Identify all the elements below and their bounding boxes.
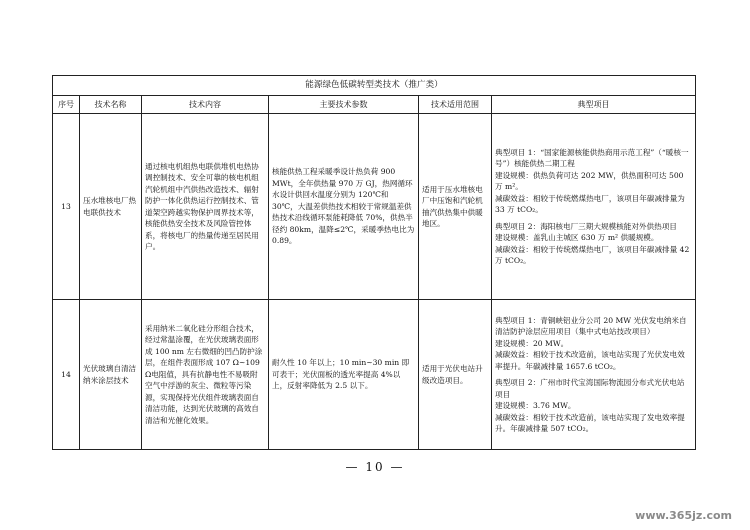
- technology-scope: 适用于光伏电站升级改造项目。: [419, 300, 492, 450]
- project-scale: 建设规模：20 MW。: [495, 338, 569, 348]
- technology-name: 压水堆核电厂热电联供技术: [80, 114, 142, 300]
- project-benefit: 减碳效益：相较于技术改造前，该电站实现了发电效率提升。年碳减排量 507 tCO₂。: [495, 412, 685, 433]
- table-header-row: [53, 96, 696, 114]
- project-title: 典型项目 1：“国家能源核能供热商用示范工程”（“暖核一号”）核能供热二期工程: [495, 147, 689, 168]
- site-watermark: www.365jz.com: [635, 509, 732, 522]
- table-title-row: [53, 76, 696, 96]
- typical-projects: [492, 114, 696, 300]
- project-group: [495, 315, 692, 373]
- table-row: [53, 114, 696, 300]
- project-group: [495, 221, 692, 267]
- header-content: 技术内容: [142, 96, 269, 114]
- technology-content: 采用纳米二氧化硅分形组合技术，经过常温涂覆，在光伏玻璃表面形成 100 nm 左右微细的凹凸防护涂层，在组件表面形成 107 Ω~109 Ω电阻值，具有抗静电性不易吸附空气中浮游的灰尘、微粒等污染源，实现保持光伏组件玻璃表面自清洁功能，达到光伏玻璃的高效自清洁和光催化效果。: [142, 300, 269, 450]
- technology-params: 核能供热工程采暖季设计热负荷 900 MWt，全年供热量 970 万 GJ，热网循环水设计供回水温度分别为 120℃和 30℃，大温差供热技术相较于常规温差供热技术沿线循环泵能耗降低 70%，供热半径约 80km，温降≤2℃，采暖季热电比为 0.89。: [269, 114, 419, 300]
- project-group: [495, 147, 692, 216]
- header-params: 主要技术参数: [269, 96, 419, 114]
- project-scale: 建设规模：盖乳山主城区 630 万 m² 供暖规模。: [495, 233, 659, 242]
- technology-params: 耐久性 10 年以上；10 min~30 min 即可表干；光伏面板的透光率提高 4%以上，反射率降低为 2.5 以下。: [269, 300, 419, 450]
- project-scale: 建设规模：供热负荷可达 202 MW，供热面积可达 500 万 m²。: [495, 170, 684, 191]
- row-number: 14: [53, 300, 80, 450]
- page-number: — 10 —: [345, 460, 405, 474]
- project-benefit: 减碳效益：相较于传统燃煤热电厂，该项目年碳减排量为 33 万 tCO₂。: [495, 193, 685, 214]
- project-benefit: 减碳效益：相较于技术改造前，该电站实现了光伏发电效率提升。年碳减排量 1657.6 tCO₂。: [495, 350, 685, 371]
- header-name: 技术名称: [80, 96, 142, 114]
- header-no: 序号: [53, 96, 80, 114]
- project-title: 典型项目 2：海阳核电厂三期大规模核能对外供热项目: [495, 221, 677, 231]
- technology-table: [52, 75, 696, 450]
- row-number: 13: [53, 114, 80, 300]
- header-scope: 技术适用范围: [419, 96, 492, 114]
- project-group: [495, 377, 692, 435]
- project-benefit: 减碳效益：相较于传统燃煤热电厂，该项目年碳减排量 42 万 tCO₂。: [495, 244, 690, 265]
- project-scale: 建设规模：3.76 MW。: [495, 401, 576, 410]
- technology-content: 通过核电机组热电联供堆机电热协调控制技术、安全可靠的核电机组汽轮机组中汽供热改造技术、辐射防护一体化供热运行控制技术、管道架空跨越实物保护周界技术等，核能供热安全技术及风险管控体系，将核电厂的热量传递至居民用户。: [142, 114, 269, 300]
- table-title: 能源绿色低碳转型类技术（推广类）: [53, 76, 696, 96]
- project-title: 典型项目 2：广州市时代宝湾国际物流园分布式光伏电站项目: [495, 378, 685, 399]
- typical-projects: [492, 300, 696, 450]
- technology-name: 光伏玻璃自清洁纳米涂层技术: [80, 300, 142, 450]
- technology-scope: 适用于压水堆核电厂中压饱和汽轮机抽汽供热集中供暖地区。: [419, 114, 492, 300]
- project-title: 典型项目 1：青铜峡铝业分公司 20 MW 光伏发电纳米自清洁防护涂层应用项目（集中式电站技改项目）: [495, 315, 687, 336]
- header-projects: 典型项目: [492, 96, 696, 114]
- table-row: [53, 300, 696, 450]
